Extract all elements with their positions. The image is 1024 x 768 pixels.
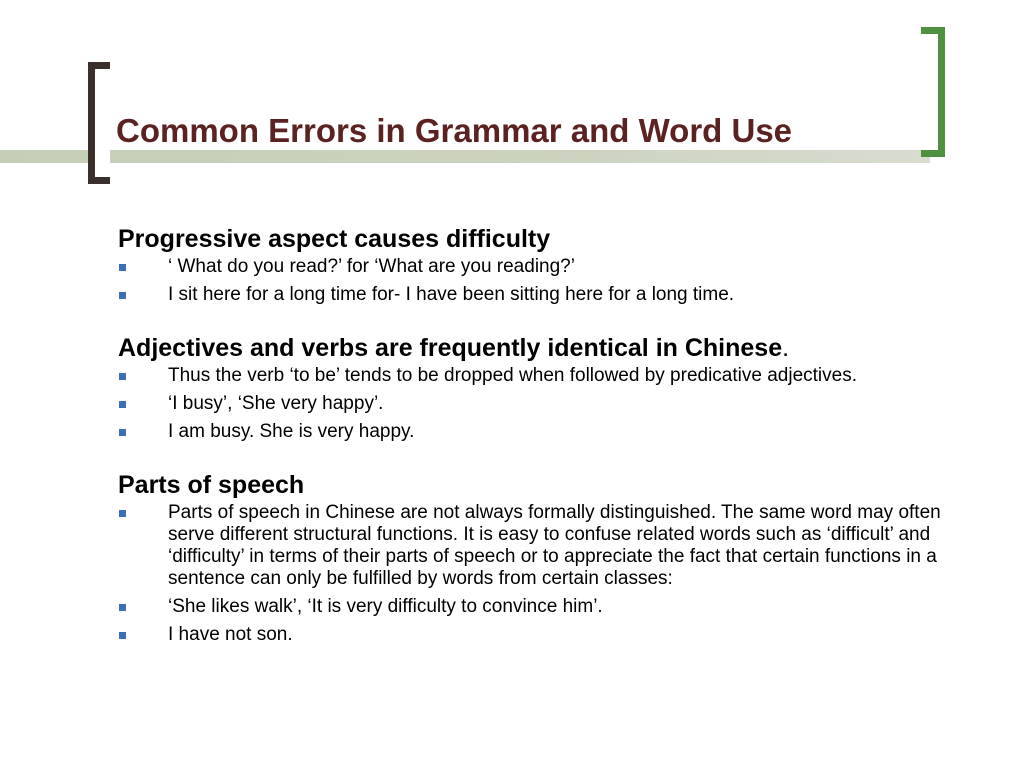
section-parts-of-speech	[118, 470, 958, 646]
list-item: ‘She likes walk’, ‘It is very difficulty to convince him’.	[118, 596, 958, 618]
square-bullet-icon	[119, 429, 126, 436]
left-bracket-decoration	[88, 62, 110, 184]
bullet-list	[118, 256, 958, 306]
section-heading: Progressive aspect causes difficulty	[118, 225, 551, 253]
list-item: ‘ What do you read?’ for ‘What are you reading?’	[118, 256, 958, 278]
slide-body	[118, 224, 958, 652]
bullet-list	[118, 502, 958, 646]
bullet-list	[118, 365, 958, 443]
square-bullet-icon	[119, 510, 126, 517]
section-heading: Parts of speech	[118, 471, 305, 499]
section-heading: Adjectives and verbs are frequently identical in Chinese.	[118, 334, 790, 362]
square-bullet-icon	[119, 264, 126, 271]
square-bullet-icon	[119, 401, 126, 408]
square-bullet-icon	[119, 292, 126, 299]
list-item: I have not son.	[118, 624, 958, 646]
header-band	[0, 150, 930, 163]
section-adjectives-verbs	[118, 333, 958, 443]
slide-title: Common Errors in Grammar and Word Use	[116, 112, 793, 149]
right-bracket-decoration	[921, 27, 945, 157]
square-bullet-icon	[119, 604, 126, 611]
list-item: I am busy. She is very happy.	[118, 421, 958, 443]
section-progressive-aspect	[118, 224, 958, 306]
list-item: ‘I busy’, ‘She very happy’.	[118, 393, 958, 415]
square-bullet-icon	[119, 373, 126, 380]
list-item: Thus the verb ‘to be’ tends to be dropped when followed by predicative adjectives.	[118, 365, 958, 387]
list-item: I sit here for a long time for- I have been sitting here for a long time.	[118, 284, 958, 306]
square-bullet-icon	[119, 632, 126, 639]
list-item: Parts of speech in Chinese are not always formally distinguished. The same word may often serve different structural functions. It is easy to confuse related words such as ‘difficult’ and ‘difficulty’ in terms of their parts of speech or to appreciate the fact that certain functions in a sentence can only be fulfilled by words from certain classes:	[118, 502, 958, 590]
